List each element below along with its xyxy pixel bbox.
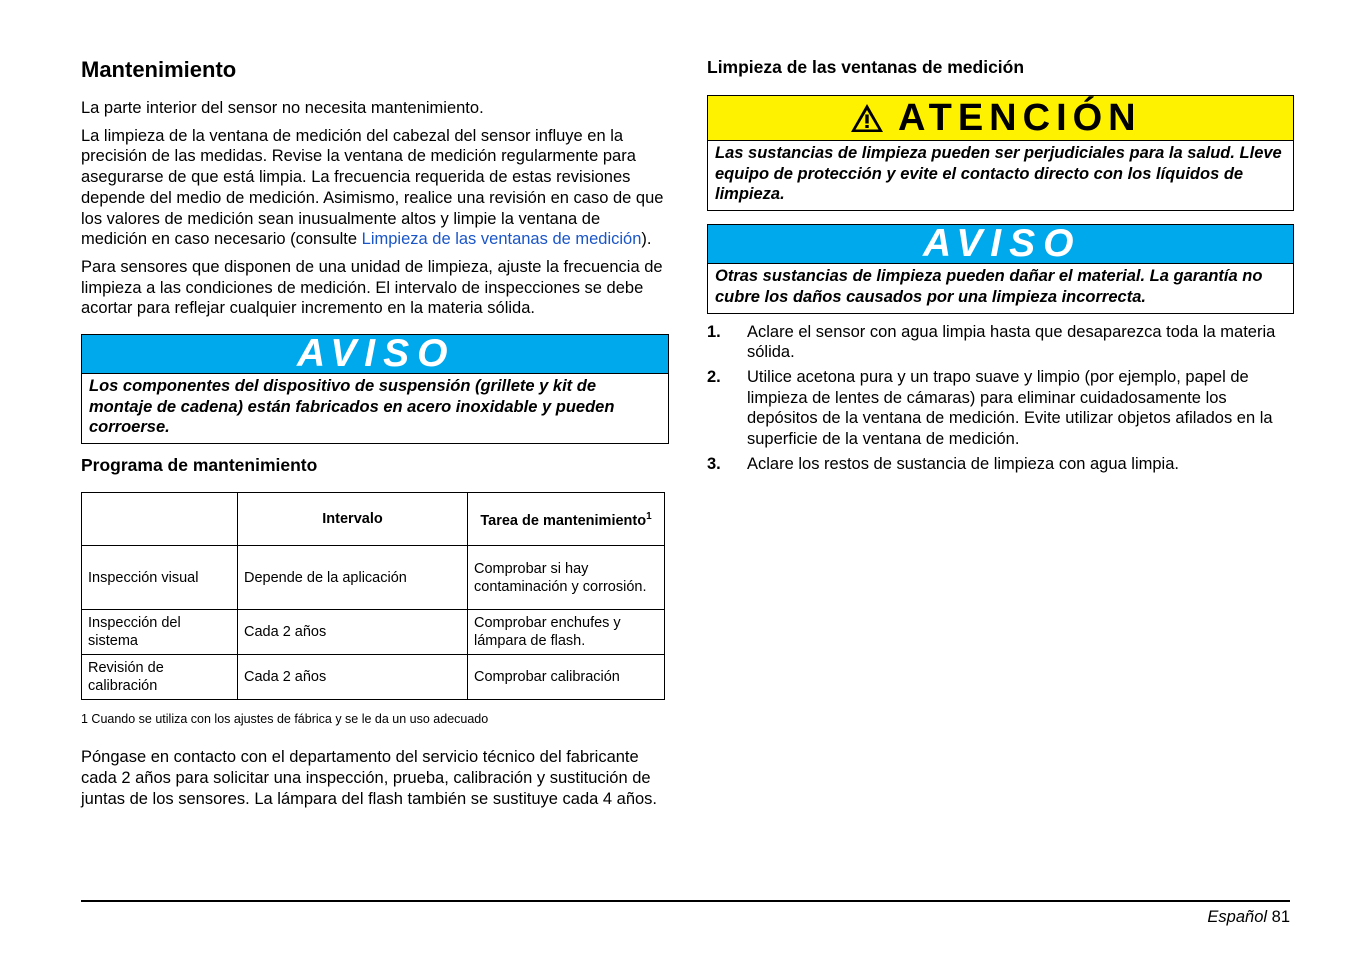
table-header-tarea: Tarea de mantenimiento$^1$ (468, 493, 665, 546)
section-heading-limpieza: Limpieza de las ventanas de medición (707, 57, 1025, 77)
paragraph-cleaning-window: La limpieza de la ventana de medición del cabezal del sensor influye en la precisión de las medidas. Revise la ventana de medición regularmente para asegurarse de que está limpia. La frecuencia requerida de estas revisiones depende del medio de medición. Asimismo, realice una revisión en caso de que los valores de medición sean inusualmente altos y limpie la ventana de medición en caso necesario (consulte Limpieza de las ventanas de medición). (81, 126, 664, 249)
table-cell: Cada 2 años (238, 655, 468, 700)
paragraph-intro: La parte interior del sensor no necesita mantenimiento. (81, 99, 484, 117)
table-header-row (82, 493, 665, 546)
link-limpieza-ventanas[interactable]: Limpieza de las ventanas de medición (361, 230, 642, 249)
list-item: 3. Aclare los restos de sustancia de limpieza con agua limpia. (707, 454, 1179, 473)
page-footer (1207, 908, 1290, 927)
table-cell: Comprobar enchufes y lámpara de flash. (468, 610, 665, 655)
table-row (82, 610, 665, 655)
aviso-title: AVISO (297, 332, 456, 376)
table-header-intervalo: Intervalo (238, 493, 468, 546)
table-cell: Comprobar si hay contaminación y corrosión. (468, 546, 665, 610)
list-item: 2. Utilice acetona pura y un trapo suave y limpio (por ejemplo, papel de limpieza de lentes de cámaras) para eliminar cuidadosamente los depósitos de la ventana de medición. Evite utilizar objetos afilados en la superficie de la ventana de medición. (707, 367, 1273, 449)
aviso-banner (708, 222, 1293, 266)
aviso-title: AVISO (923, 222, 1082, 266)
aviso-text: Otras sustancias de limpieza pueden dañar el material. La garantía no cubre los daños causados por una limpieza incorrecta. (715, 267, 1263, 306)
aviso-banner (82, 332, 668, 376)
table-footnote: 1 Cuando se utiliza con los ajustes de fábrica y se le da un uso adecuado (81, 712, 489, 727)
atencion-text: Las sustancias de limpieza pueden ser perjudiciales para la salud. Lleve equipo de protección y evite el contacto directo con los líquidos de limpieza. (715, 144, 1282, 204)
aviso-text: Los componentes del dispositivo de suspensión (grillete y kit de montaje de cadena) están fabricados en acero inoxidable y pueden corroerse. (89, 377, 615, 437)
footer-divider (81, 900, 1290, 902)
table-header-empty (82, 493, 238, 546)
table-cell: Revisión de calibración (82, 655, 238, 700)
atencion-title: ATENCIÓN (898, 96, 1142, 139)
atencion-notice (707, 95, 1294, 211)
paragraph-cleaning-unit: Para sensores que disponen de una unidad de limpieza, ajuste la frecuencia de limpieza a las condiciones de medición. El intervalo de inspecciones se debe acortar para reflejar cualquier incremento en la materia sólida. (81, 257, 663, 318)
paragraph-service-contact: Póngase en contacto con el departamento del servicio técnico del fabricante cada 2 años para solicitar una inspección, prueba, calibración y sustitución de juntas de los sensores. La lámpara del flash también se sustituye cada 4 años. (81, 748, 658, 808)
section-heading-mantenimiento: Mantenimiento (81, 57, 237, 82)
footer-language: Español (1207, 908, 1268, 926)
aviso-notice-right (707, 224, 1294, 313)
aviso-notice-left (81, 334, 669, 444)
table-cell: Comprobar calibración (468, 655, 665, 700)
page-number: 81 (1271, 908, 1290, 926)
atencion-banner (708, 96, 1293, 141)
table-row (82, 655, 665, 700)
warning-triangle-icon (850, 102, 884, 134)
table-row (82, 546, 665, 610)
table-cell: Inspección visual (82, 546, 238, 610)
table-cell: Cada 2 años (238, 610, 468, 655)
left-column (81, 56, 669, 816)
list-item: 1. Aclare el sensor con agua limpia hasta que desaparezca toda la materia sólida. (707, 322, 1276, 362)
table-cell: Depende de la aplicación (238, 546, 468, 610)
right-column (707, 56, 1294, 478)
table-cell: Inspección del sistema (82, 610, 238, 655)
subheading-programa: Programa de mantenimiento (81, 455, 318, 476)
maintenance-table (81, 492, 665, 700)
cleaning-steps-list (707, 322, 1294, 475)
